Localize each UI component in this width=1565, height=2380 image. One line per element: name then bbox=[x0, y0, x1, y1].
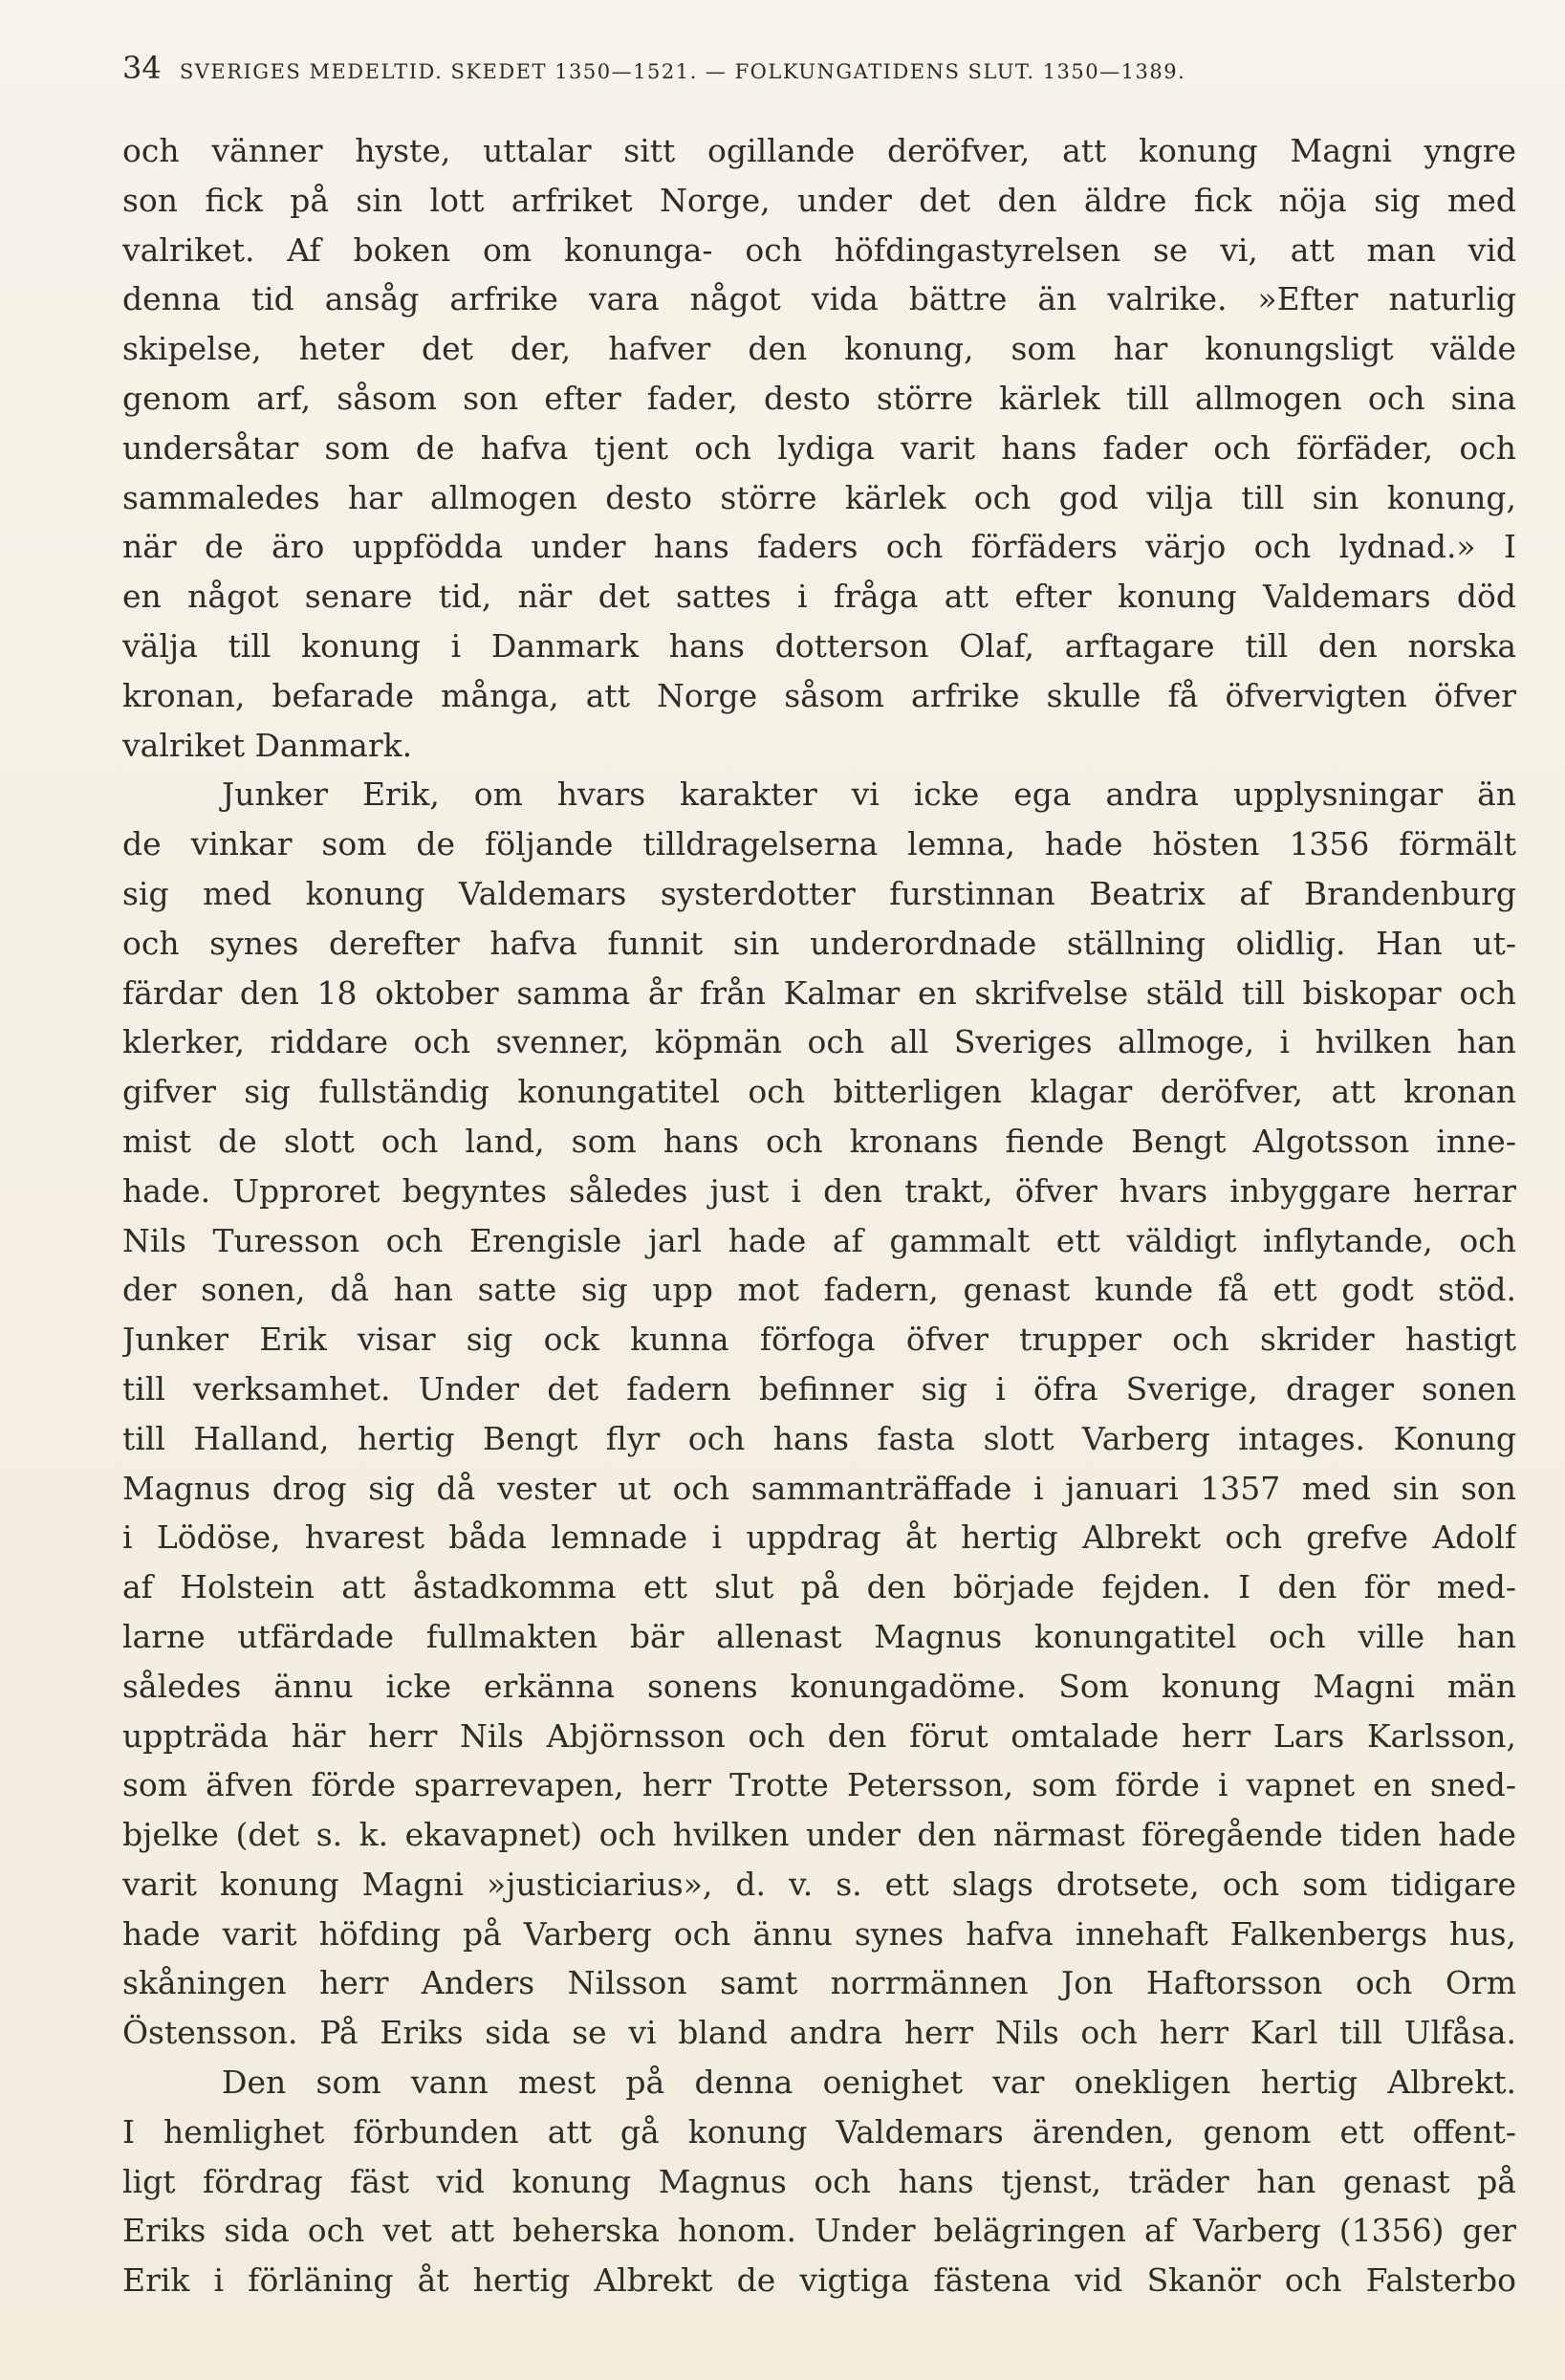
text-line: de vinkar som de följande tilldragelserna lemna, hade hösten 1356 förmält bbox=[122, 825, 1516, 863]
text-line: valriket Danmark. bbox=[122, 726, 413, 764]
page-header bbox=[122, 50, 1518, 88]
paragraph bbox=[122, 126, 1516, 770]
body-text bbox=[122, 126, 1516, 2305]
text-line: skåningen herr Anders Nilsson samt norrmännen Jon Haftorsson och Orm bbox=[122, 1964, 1516, 2002]
text-line: hade. Upproret begyntes således just i den trakt, öfver hvars inbyggare herrar bbox=[122, 1171, 1516, 1210]
text-line: I hemlighet förbunden att gå konung Valdemars ärenden, genom ett offent- bbox=[122, 2112, 1516, 2151]
text-line: bjelke (det s. k. ekavapnet) och hvilken under den närmast föregående tiden hade bbox=[122, 1816, 1516, 1854]
text-line: Magnus drog sig då vester ut och sammanträffade i januari 1357 med sin son bbox=[122, 1469, 1516, 1507]
text-line: i Lödöse, hvarest båda lemnade i uppdrag åt hertig Albrekt och grefve Adolf bbox=[122, 1518, 1516, 1557]
text-line: och vänner hyste, uttalar sitt ogillande deröfver, att konung Magni yngre bbox=[122, 132, 1516, 169]
running-head: SVERIGES MEDELTID. SKEDET 1350—1521. — FOLKUNGATIDENS SLUT. 1350—1389. bbox=[179, 60, 1186, 83]
text-line: undersåtar som de hafva tjent och lydiga varit hans fader och förfäder, och bbox=[122, 428, 1516, 467]
text-line: skipelse, heter det der, hafver den konung, som har konungsligt välde bbox=[122, 330, 1516, 368]
paragraph bbox=[122, 2058, 1516, 2305]
text-line: en något senare tid, när det sattes i fråga att efter konung Valdemars död bbox=[122, 578, 1516, 616]
text-line: Östensson. På Eriks sida se vi bland andra herr Nils och herr Karl till Ulfåsa. bbox=[122, 2014, 1516, 2052]
text-line: af Holstein att åstadkomma ett slut på den började fejden. I den för med- bbox=[122, 1568, 1516, 1606]
text-line: till Halland, hertig Bengt flyr och hans fasta slott Varberg intages. Konung bbox=[122, 1419, 1516, 1457]
text-line: Junker Erik, om hvars karakter vi icke ega andra upplysningar än bbox=[222, 775, 1516, 814]
text-line: när de äro uppfödda under hans faders och förfäders värjo och lydnad.» I bbox=[122, 528, 1516, 566]
text-line: son fick på sin lott arfriket Norge, under det den äldre fick nöja sig med bbox=[122, 181, 1516, 219]
text-line: denna tid ansåg arfrike vara något vida bättre än valrike. »Efter naturlig bbox=[122, 280, 1516, 318]
text-line: sammaledes har allmogen desto större kärlek och god vilja till sin konung, bbox=[122, 478, 1516, 516]
text-line: gifver sig fullständig konungatitel och bitterligen klagar deröfver, att kronan bbox=[122, 1073, 1516, 1111]
text-line: larne utfärdade fullmakten bär allenast Magnus konungatitel och ville han bbox=[122, 1617, 1516, 1655]
text-line: uppträda här herr Nils Abjörnsson och den förut omtalade herr Lars Karlsson, bbox=[122, 1716, 1516, 1755]
text-line: valriket. Af boken om konunga- och höfdingastyrelsen se vi, att man vid bbox=[122, 230, 1516, 269]
text-line: välja till konung i Danmark hans dotterson Olaf, arftagare till den norska bbox=[122, 626, 1516, 665]
text-line: sig med konung Valdemars systerdotter furstinnan Beatrix af Brandenburg bbox=[122, 874, 1516, 912]
text-line: färdar den 18 oktober samma år från Kalmar en skrifvelse stäld till biskopar och bbox=[122, 973, 1516, 1012]
text-line: till verksamhet. Under det fadern befinner sig i öfra Sverige, drager sonen bbox=[122, 1369, 1516, 1408]
text-line: Nils Turesson och Erengisle jarl hade af gammalt ett väldigt inflytande, och bbox=[122, 1221, 1516, 1259]
text-line: varit konung Magni »justiciarius», d. v. s. ett slags drotsete, och som tidigare bbox=[122, 1865, 1516, 1903]
text-line: der sonen, då han satte sig upp mot fadern, genast kunde få ett godt stöd. bbox=[122, 1271, 1516, 1309]
text-line: ligt fördrag fäst vid konung Magnus och hans tjenst, träder han genast på bbox=[122, 2162, 1516, 2200]
text-line: således ännu icke erkänna sonens konungadöme. Som konung Magni män bbox=[122, 1667, 1516, 1705]
text-line: Den som vann mest på denna oenighet var onekligen hertig Albrekt. bbox=[222, 2063, 1516, 2102]
text-line: Erik i förläning åt hertig Albrekt de vigtiga fästena vid Skanör och Falsterbo bbox=[122, 2261, 1516, 2300]
text-line: klerker, riddare och svenner, köpmän och all Sveriges allmoge, i hvilken han bbox=[122, 1023, 1516, 1061]
text-line: genom arf, såsom son efter fader, desto större kärlek till allmogen och sina bbox=[122, 379, 1516, 417]
text-line: Junker Erik visar sig ock kunna förfoga öfver trupper och skrider hastigt bbox=[122, 1321, 1516, 1359]
page-number: 34 bbox=[122, 50, 162, 86]
text-line: som äfven förde sparrevapen, herr Trotte Petersson, som förde i vapnet en sned- bbox=[122, 1766, 1516, 1804]
text-line: och synes derefter hafva funnit sin underordnade ställning olidlig. Han ut- bbox=[122, 924, 1516, 962]
text-line: mist de slott och land, som hans och kronans fiende Bengt Algotsson inne- bbox=[122, 1122, 1516, 1160]
text-line: kronan, befarade många, att Norge såsom arfrike skulle få öfvervigten öfver bbox=[122, 676, 1516, 714]
paragraph bbox=[122, 770, 1516, 2058]
text-line: Eriks sida och vet att beherska honom. Under belägringen af Varberg (1356) ger bbox=[122, 2212, 1516, 2250]
text-line: hade varit höfding på Varberg och ännu synes hafva innehaft Falkenbergs hus, bbox=[122, 1914, 1516, 1953]
